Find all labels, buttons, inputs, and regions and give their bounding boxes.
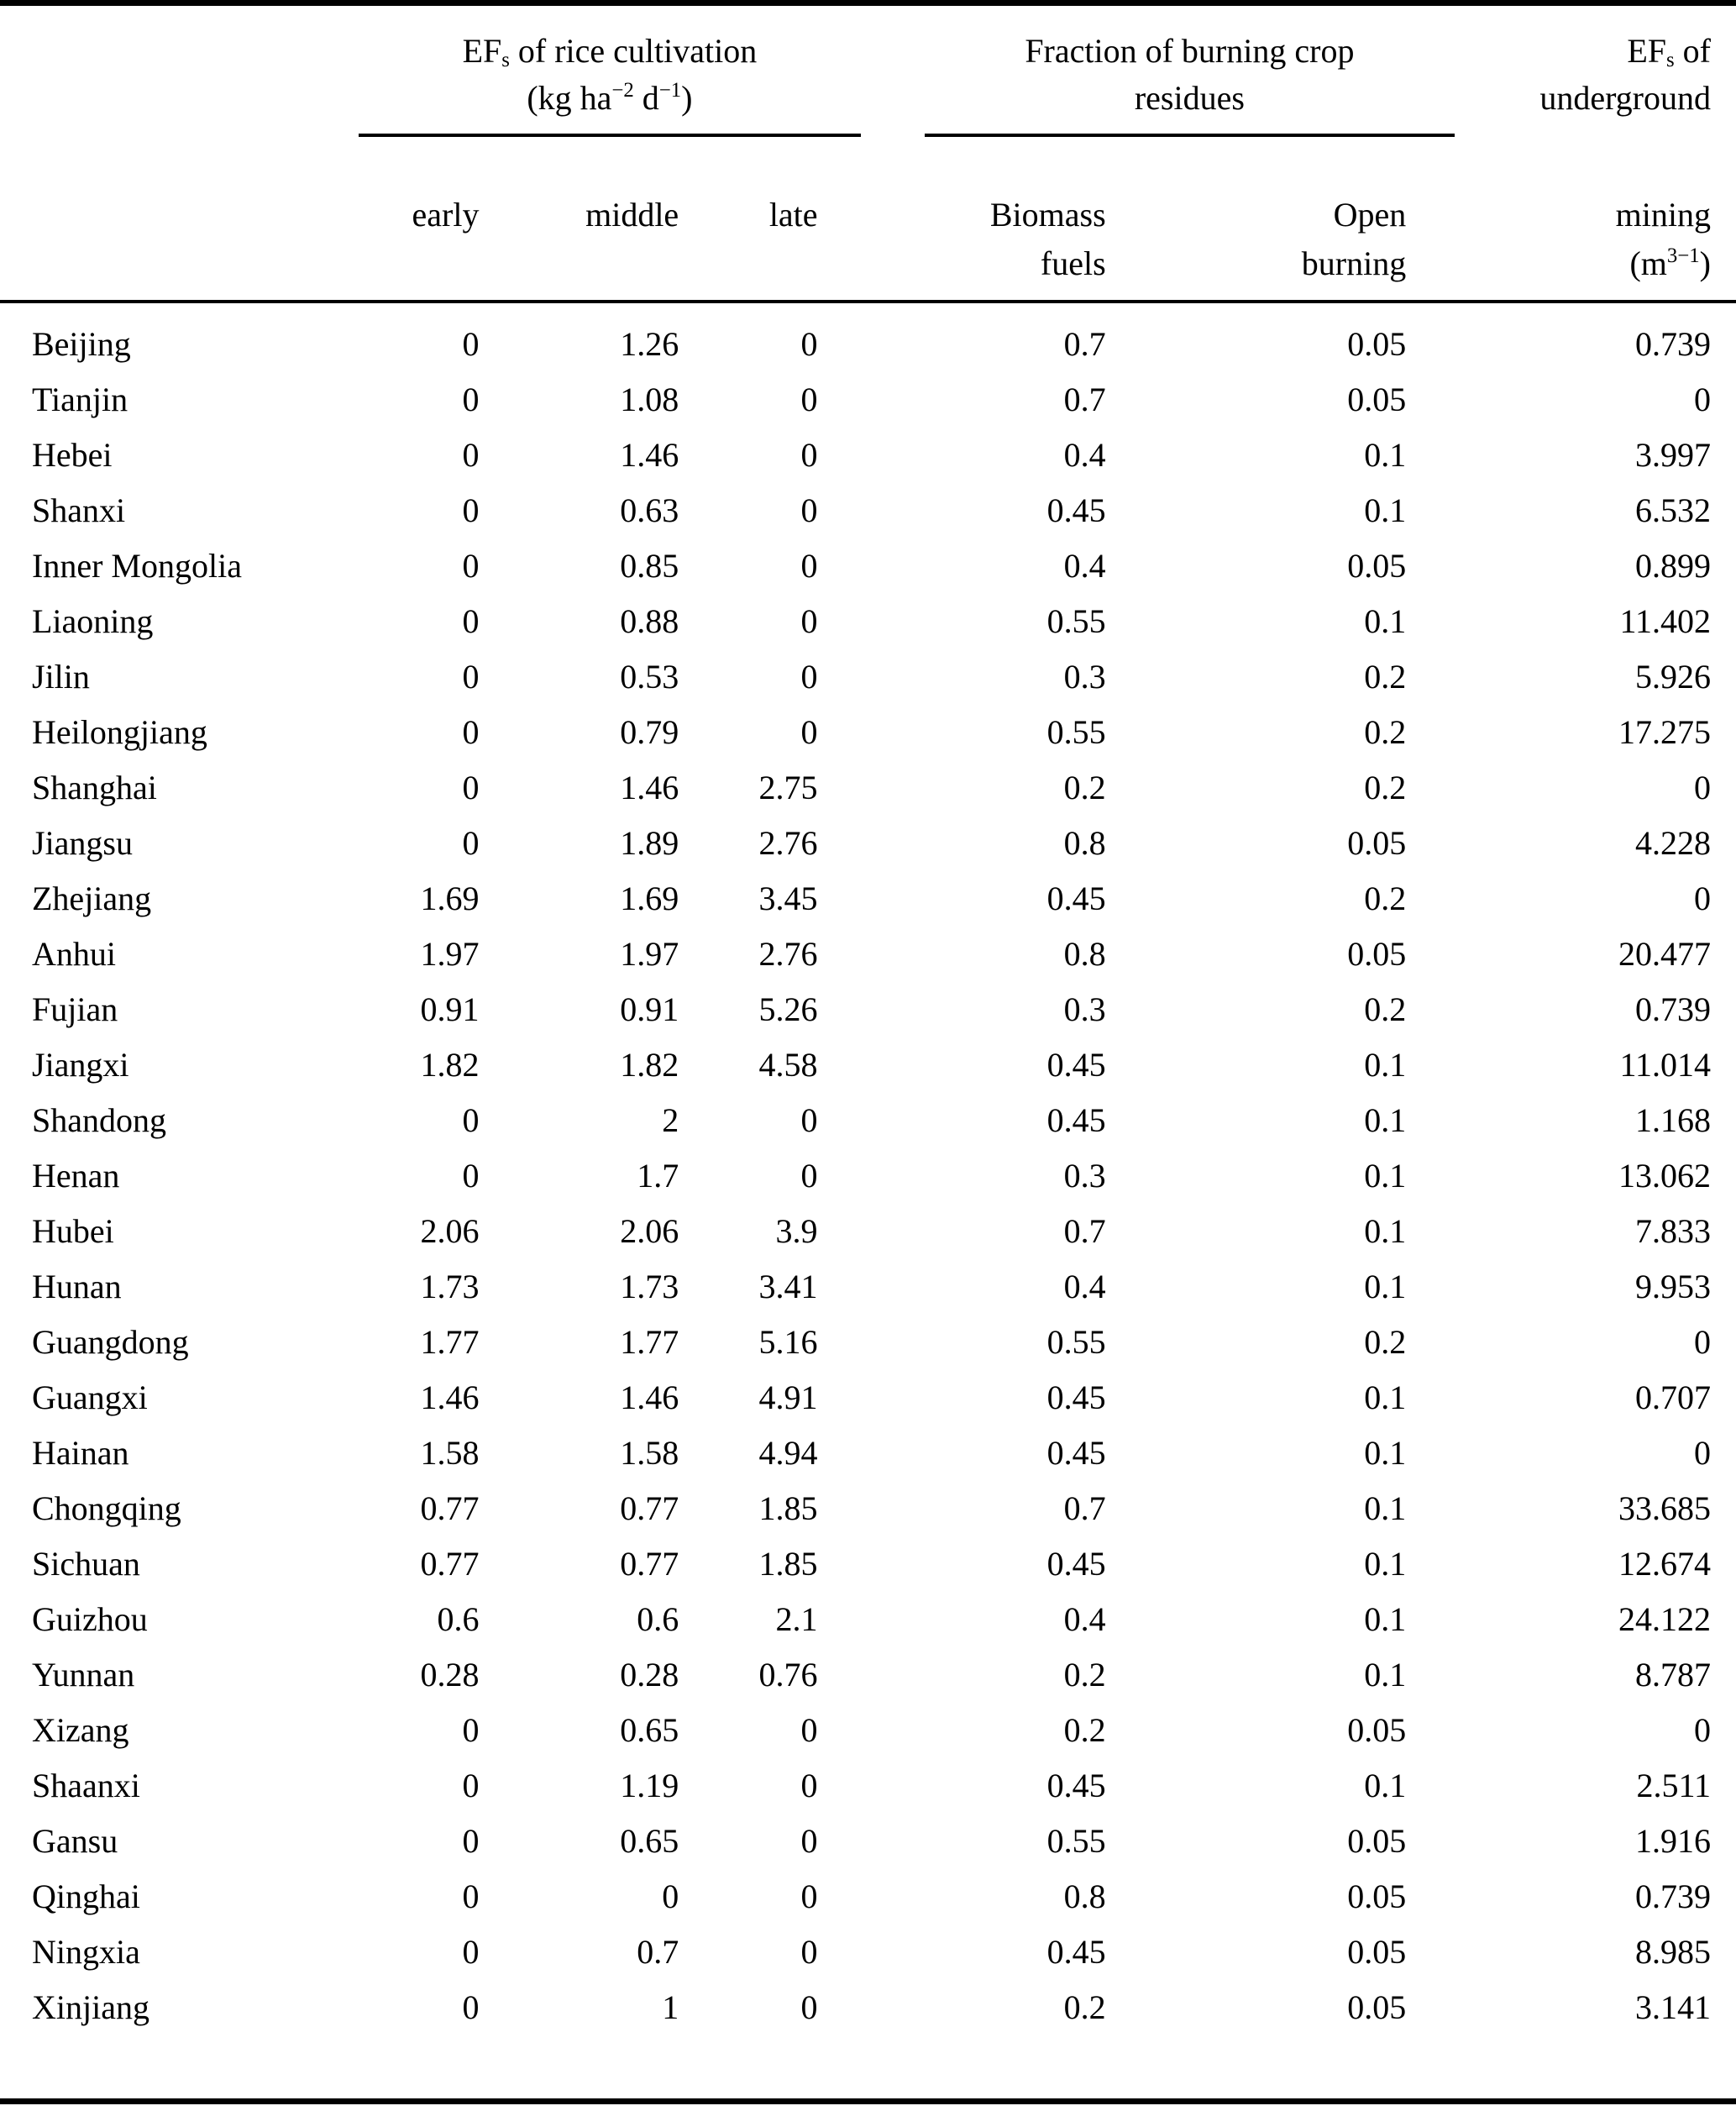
table-row — [0, 1925, 1736, 1980]
value-cell-early: 1.58 — [420, 1434, 480, 1472]
value-cell-late: 3.9 — [775, 1212, 818, 1250]
value-cell-early: 0 — [462, 1988, 480, 2026]
table-row — [0, 816, 1736, 871]
province-name-cell: Jiangxi — [32, 1046, 129, 1084]
value-cell-open_burning: 0.05 — [1347, 824, 1407, 862]
value-cell-middle: 1.08 — [620, 381, 679, 418]
value-cell-late: 0 — [800, 1988, 818, 2026]
value-cell-underground_mining: 11.402 — [1619, 602, 1711, 640]
value-cell-early: 1.97 — [420, 935, 480, 973]
value-cell-middle: 0.77 — [620, 1489, 679, 1527]
value-cell-late: 4.91 — [758, 1378, 818, 1416]
province-name-cell: Hubei — [32, 1212, 114, 1250]
value-cell-late: 0 — [800, 1101, 818, 1139]
province-name-cell: Heilongjiang — [32, 713, 207, 751]
value-cell-early: 0.28 — [420, 1656, 480, 1694]
value-cell-late: 5.26 — [758, 990, 818, 1028]
table-body — [0, 302, 1736, 2035]
value-cell-early: 0 — [462, 602, 480, 640]
value-cell-biomass_fuels: 0.4 — [1063, 436, 1106, 474]
value-cell-middle: 1.46 — [620, 769, 679, 806]
value-cell-underground_mining: 0.739 — [1635, 1877, 1711, 1915]
value-cell-middle: 2 — [662, 1101, 679, 1139]
value-cell-middle: 1.26 — [620, 325, 679, 363]
value-cell-late: 1.85 — [758, 1489, 818, 1527]
value-cell-biomass_fuels: 0.2 — [1063, 1988, 1106, 2026]
value-cell-open_burning: 0.1 — [1364, 1656, 1407, 1694]
value-cell-underground_mining: 24.122 — [1618, 1600, 1711, 1638]
value-cell-open_burning: 0.2 — [1364, 658, 1407, 696]
value-cell-underground_mining: 3.141 — [1635, 1988, 1711, 2026]
table-row — [0, 871, 1736, 927]
value-cell-biomass_fuels: 0.3 — [1063, 990, 1106, 1028]
province-name-cell: Shaanxi — [32, 1767, 140, 1804]
value-cell-biomass_fuels: 0.55 — [1046, 1323, 1106, 1361]
value-cell-early: 0 — [462, 769, 480, 806]
value-cell-biomass_fuels: 0.45 — [1046, 1767, 1106, 1804]
value-cell-open_burning: 0.1 — [1364, 491, 1407, 529]
value-cell-middle: 0.77 — [620, 1545, 679, 1583]
table-row — [0, 1259, 1736, 1315]
value-cell-early: 1.77 — [420, 1323, 480, 1361]
province-name-cell: Qinghai — [32, 1877, 140, 1915]
value-cell-underground_mining: 0 — [1694, 880, 1711, 917]
value-cell-underground_mining: 9.953 — [1635, 1268, 1711, 1305]
value-cell-underground_mining: 3.997 — [1635, 436, 1711, 474]
value-cell-biomass_fuels: 0.45 — [1046, 1101, 1106, 1139]
table-row — [0, 372, 1736, 428]
value-cell-biomass_fuels: 0.45 — [1046, 880, 1106, 917]
value-cell-middle: 0.65 — [620, 1822, 679, 1860]
province-name-cell: Beijing — [32, 325, 131, 363]
value-cell-early: 0 — [462, 1101, 480, 1139]
value-cell-biomass_fuels: 0.2 — [1063, 1711, 1106, 1749]
province-name-cell: Ningxia — [32, 1933, 140, 1971]
value-cell-biomass_fuels: 0.45 — [1046, 1046, 1106, 1084]
table-row — [0, 1703, 1736, 1758]
value-cell-early: 0 — [462, 436, 480, 474]
value-cell-early: 0 — [462, 1877, 480, 1915]
value-cell-middle: 0.7 — [637, 1933, 679, 1971]
value-cell-open_burning: 0.2 — [1364, 713, 1407, 751]
table-row — [0, 705, 1736, 760]
value-cell-underground_mining: 20.477 — [1618, 935, 1711, 973]
value-cell-open_burning: 0.05 — [1347, 325, 1407, 363]
value-cell-early: 0 — [462, 713, 480, 751]
value-cell-underground_mining: 0 — [1694, 1434, 1711, 1472]
value-cell-open_burning: 0.2 — [1364, 769, 1407, 806]
value-cell-open_burning: 0.05 — [1347, 1988, 1407, 2026]
value-cell-biomass_fuels: 0.4 — [1063, 1600, 1106, 1638]
table-row — [0, 594, 1736, 649]
value-cell-middle: 1.46 — [620, 436, 679, 474]
table-row — [0, 428, 1736, 483]
value-cell-late: 3.41 — [758, 1268, 818, 1305]
value-cell-open_burning: 0.1 — [1364, 1101, 1407, 1139]
table-row — [0, 1370, 1736, 1426]
table-row — [0, 1204, 1736, 1259]
value-cell-open_burning: 0.05 — [1347, 381, 1407, 418]
emission-factors-table — [0, 6, 1736, 2035]
value-cell-middle: 0.91 — [620, 990, 679, 1028]
value-cell-open_burning: 0.1 — [1364, 1268, 1407, 1305]
value-cell-open_burning: 0.1 — [1364, 436, 1407, 474]
value-cell-middle: 1.73 — [620, 1268, 679, 1305]
value-cell-early: 1.46 — [420, 1378, 480, 1416]
province-header-blank — [0, 6, 370, 137]
value-cell-middle: 0.28 — [620, 1656, 679, 1694]
value-cell-middle: 1.7 — [637, 1157, 679, 1195]
value-cell-early: 0.77 — [420, 1545, 480, 1583]
value-cell-early: 0 — [462, 381, 480, 418]
value-cell-biomass_fuels: 0.7 — [1063, 381, 1106, 418]
value-cell-open_burning: 0.05 — [1347, 1933, 1407, 1971]
value-cell-late: 0 — [800, 713, 818, 751]
province-subheader-blank — [0, 137, 370, 302]
value-cell-late: 2.76 — [758, 824, 818, 862]
province-name-cell: Xinjiang — [32, 1988, 149, 2026]
underground-mining-title: $EF_s$ of underground — [1539, 32, 1711, 117]
table-row — [0, 649, 1736, 705]
value-cell-middle: 0.79 — [620, 713, 679, 751]
value-cell-biomass_fuels: 0.55 — [1046, 713, 1106, 751]
value-cell-late: 0 — [800, 491, 818, 529]
value-cell-late: 0 — [800, 381, 818, 418]
value-cell-open_burning: 0.05 — [1347, 1822, 1407, 1860]
value-cell-underground_mining: 6.532 — [1635, 491, 1711, 529]
table-row — [0, 483, 1736, 538]
value-cell-middle: 1.82 — [620, 1046, 679, 1084]
value-cell-open_burning: 0.1 — [1364, 1157, 1407, 1195]
province-name-cell: Liaoning — [32, 602, 154, 640]
value-cell-middle: 0.63 — [620, 491, 679, 529]
value-cell-biomass_fuels: 0.2 — [1063, 1656, 1106, 1694]
value-cell-late: 3.45 — [758, 880, 818, 917]
value-cell-early: 1.73 — [420, 1268, 480, 1305]
value-cell-underground_mining: 5.926 — [1635, 658, 1711, 696]
table-row — [0, 1148, 1736, 1204]
value-cell-middle: 1 — [662, 1988, 679, 2026]
value-cell-underground_mining: 17.275 — [1618, 713, 1711, 751]
table-row — [0, 1592, 1736, 1647]
province-name-cell: Guangdong — [32, 1323, 189, 1361]
value-cell-underground_mining: 0 — [1694, 1711, 1711, 1749]
value-cell-open_burning: 0.2 — [1364, 880, 1407, 917]
value-cell-middle: 1.77 — [620, 1323, 679, 1361]
value-cell-late: 0 — [800, 1157, 818, 1195]
value-cell-biomass_fuels: 0.45 — [1046, 1933, 1106, 1971]
province-name-cell: Hunan — [32, 1268, 122, 1305]
province-name-cell: Yunnan — [32, 1656, 135, 1694]
value-cell-open_burning: 0.1 — [1364, 1434, 1407, 1472]
value-cell-early: 0 — [462, 491, 480, 529]
value-cell-late: 0 — [800, 1933, 818, 1971]
province-name-cell: Zhejiang — [32, 880, 152, 917]
value-cell-underground_mining: 1.916 — [1635, 1822, 1711, 1860]
table-row — [0, 1536, 1736, 1592]
province-name-cell: Jilin — [32, 658, 90, 696]
value-cell-biomass_fuels: 0.2 — [1063, 769, 1106, 806]
value-cell-open_burning: 0.1 — [1364, 1212, 1407, 1250]
value-cell-middle: 1.46 — [620, 1378, 679, 1416]
value-cell-underground_mining: 8.787 — [1635, 1656, 1711, 1694]
value-cell-middle: 2.06 — [620, 1212, 679, 1250]
value-cell-early: 0 — [462, 1822, 480, 1860]
value-cell-underground_mining: 0.739 — [1635, 325, 1711, 363]
value-cell-open_burning: 0.1 — [1364, 1600, 1407, 1638]
group-header-row — [0, 6, 1736, 137]
value-cell-early: 0 — [462, 1711, 480, 1749]
province-name-cell: Hainan — [32, 1434, 129, 1472]
value-cell-late: 0 — [800, 1877, 818, 1915]
province-name-cell: Inner Mongolia — [32, 547, 242, 585]
table-top-rule — [0, 0, 1736, 6]
table-row — [0, 927, 1736, 982]
column-header-early: early — [370, 137, 479, 302]
value-cell-early: 2.06 — [420, 1212, 480, 1250]
province-name-cell: Chongqing — [32, 1489, 181, 1527]
value-cell-open_burning: 0.05 — [1347, 935, 1407, 973]
value-cell-biomass_fuels: 0.8 — [1063, 824, 1106, 862]
value-cell-late: 0 — [800, 1822, 818, 1860]
table-row — [0, 1426, 1736, 1481]
value-cell-middle: 1.69 — [620, 880, 679, 917]
sub-header-row — [0, 137, 1736, 302]
value-cell-open_burning: 0.05 — [1347, 1877, 1407, 1915]
table-row — [0, 1758, 1736, 1814]
value-cell-late: 2.75 — [758, 769, 818, 806]
value-cell-late: 4.94 — [758, 1434, 818, 1472]
value-cell-biomass_fuels: 0.45 — [1046, 1434, 1106, 1472]
table-row — [0, 760, 1736, 816]
value-cell-biomass_fuels: 0.45 — [1046, 1545, 1106, 1583]
value-cell-underground_mining: 12.674 — [1618, 1545, 1711, 1583]
value-cell-late: 4.58 — [758, 1046, 818, 1084]
province-name-cell: Gansu — [32, 1822, 118, 1860]
value-cell-early: 0 — [462, 325, 480, 363]
value-cell-late: 0 — [800, 547, 818, 585]
value-cell-open_burning: 0.05 — [1347, 1711, 1407, 1749]
value-cell-underground_mining: 8.985 — [1635, 1933, 1711, 1971]
value-cell-late: 0 — [800, 436, 818, 474]
table-row — [0, 1037, 1736, 1093]
value-cell-late: 0 — [800, 1767, 818, 1804]
value-cell-open_burning: 0.1 — [1364, 1046, 1407, 1084]
value-cell-open_burning: 0.1 — [1364, 1489, 1407, 1527]
table-row — [0, 1814, 1736, 1869]
value-cell-open_burning: 0.05 — [1347, 547, 1407, 585]
value-cell-middle: 0 — [662, 1877, 679, 1915]
value-cell-late: 0.76 — [758, 1656, 818, 1694]
table-row — [0, 1093, 1736, 1148]
province-name-cell: Shanghai — [32, 769, 157, 806]
value-cell-underground_mining: 2.511 — [1636, 1767, 1711, 1804]
value-cell-middle: 0.65 — [620, 1711, 679, 1749]
province-name-cell: Guizhou — [32, 1600, 148, 1638]
value-cell-biomass_fuels: 0.4 — [1063, 547, 1106, 585]
value-cell-early: 0.6 — [437, 1600, 480, 1638]
value-cell-middle: 1.58 — [620, 1434, 679, 1472]
value-cell-late: 0 — [800, 325, 818, 363]
value-cell-open_burning: 0.1 — [1364, 1767, 1407, 1804]
table-row — [0, 1481, 1736, 1536]
province-name-cell: Hebei — [32, 436, 113, 474]
underground-mining-header-top — [1406, 6, 1736, 137]
value-cell-early: 0 — [462, 1933, 480, 1971]
value-cell-underground_mining: 0.899 — [1635, 547, 1711, 585]
value-cell-early: 0 — [462, 1157, 480, 1195]
value-cell-late: 1.85 — [758, 1545, 818, 1583]
value-cell-early: 1.82 — [420, 1046, 480, 1084]
value-cell-early: 0.91 — [420, 990, 480, 1028]
value-cell-biomass_fuels: 0.55 — [1046, 602, 1106, 640]
burning-residues-group-title: Fraction of burning crop residues — [925, 28, 1455, 137]
value-cell-late: 5.16 — [758, 1323, 818, 1361]
value-cell-underground_mining: 7.833 — [1635, 1212, 1711, 1250]
province-name-cell: Tianjin — [32, 381, 128, 418]
value-cell-biomass_fuels: 0.45 — [1046, 491, 1106, 529]
value-cell-open_burning: 0.1 — [1364, 1378, 1407, 1416]
value-cell-underground_mining: 0 — [1694, 381, 1711, 418]
value-cell-biomass_fuels: 0.3 — [1063, 658, 1106, 696]
table-row — [0, 982, 1736, 1037]
value-cell-early: 0 — [462, 658, 480, 696]
value-cell-biomass_fuels: 0.4 — [1063, 1268, 1106, 1305]
table-row — [0, 1315, 1736, 1370]
column-header-open-burning: Open burning — [1106, 137, 1407, 302]
province-name-cell: Sichuan — [32, 1545, 140, 1583]
table-row — [0, 538, 1736, 594]
value-cell-late: 2.76 — [758, 935, 818, 973]
value-cell-early: 0 — [462, 1767, 480, 1804]
value-cell-late: 2.1 — [775, 1600, 818, 1638]
value-cell-underground_mining: 13.062 — [1618, 1157, 1711, 1195]
value-cell-underground_mining: 0.707 — [1635, 1378, 1711, 1416]
column-header-mining-unit: mining $(m^{3-1})$ — [1406, 137, 1736, 302]
table-bottom-rule — [0, 2098, 1736, 2104]
value-cell-underground_mining: 0 — [1694, 1323, 1711, 1361]
value-cell-biomass_fuels: 0.7 — [1063, 1489, 1106, 1527]
province-name-cell: Jiangsu — [32, 824, 133, 862]
value-cell-middle: 0.85 — [620, 547, 679, 585]
column-header-late: late — [679, 137, 817, 302]
value-cell-late: 0 — [800, 1711, 818, 1749]
table-row — [0, 1647, 1736, 1703]
value-cell-late: 0 — [800, 658, 818, 696]
province-name-cell: Henan — [32, 1157, 120, 1195]
value-cell-open_burning: 0.2 — [1364, 1323, 1407, 1361]
value-cell-biomass_fuels: 0.45 — [1046, 1378, 1106, 1416]
column-header-middle: middle — [479, 137, 679, 302]
table-row — [0, 302, 1736, 372]
province-name-cell: Xizang — [32, 1711, 129, 1749]
value-cell-biomass_fuels: 0.8 — [1063, 1877, 1106, 1915]
value-cell-early: 1.69 — [420, 880, 480, 917]
value-cell-middle: 0.6 — [637, 1600, 679, 1638]
province-name-cell: Anhui — [32, 935, 116, 973]
value-cell-underground_mining: 0 — [1694, 769, 1711, 806]
value-cell-underground_mining: 4.228 — [1635, 824, 1711, 862]
value-cell-underground_mining: 33.685 — [1618, 1489, 1711, 1527]
province-name-cell: Shandong — [32, 1101, 166, 1139]
value-cell-biomass_fuels: 0.3 — [1063, 1157, 1106, 1195]
value-cell-middle: 0.53 — [620, 658, 679, 696]
value-cell-underground_mining: 11.014 — [1619, 1046, 1711, 1084]
value-cell-early: 0 — [462, 824, 480, 862]
value-cell-biomass_fuels: 0.55 — [1046, 1822, 1106, 1860]
province-name-cell: Fujian — [32, 990, 118, 1028]
table-row — [0, 1869, 1736, 1925]
value-cell-middle: 0.88 — [620, 602, 679, 640]
value-cell-early: 0.77 — [420, 1489, 480, 1527]
value-cell-open_burning: 0.1 — [1364, 602, 1407, 640]
column-header-biomass-fuels: Biomass fuels — [818, 137, 1106, 302]
rice-cultivation-group-header — [370, 6, 817, 137]
value-cell-underground_mining: 1.168 — [1635, 1101, 1711, 1139]
burning-residues-group-header — [818, 6, 1407, 137]
value-cell-middle: 1.97 — [620, 935, 679, 973]
province-name-cell: Shanxi — [32, 491, 126, 529]
value-cell-middle: 1.19 — [620, 1767, 679, 1804]
province-name-cell: Guangxi — [32, 1378, 148, 1416]
table-header — [0, 6, 1736, 302]
value-cell-biomass_fuels: 0.7 — [1063, 325, 1106, 363]
value-cell-open_burning: 0.1 — [1364, 1545, 1407, 1583]
value-cell-biomass_fuels: 0.7 — [1063, 1212, 1106, 1250]
value-cell-underground_mining: 0.739 — [1635, 990, 1711, 1028]
value-cell-open_burning: 0.2 — [1364, 990, 1407, 1028]
rice-cultivation-group-title: $EF_s$ of rice cultivation (kg $ha^{-2}$ $d^{-1}$) — [359, 28, 860, 137]
value-cell-middle: 1.89 — [620, 824, 679, 862]
value-cell-late: 0 — [800, 602, 818, 640]
table-row — [0, 1980, 1736, 2035]
value-cell-biomass_fuels: 0.8 — [1063, 935, 1106, 973]
value-cell-early: 0 — [462, 547, 480, 585]
